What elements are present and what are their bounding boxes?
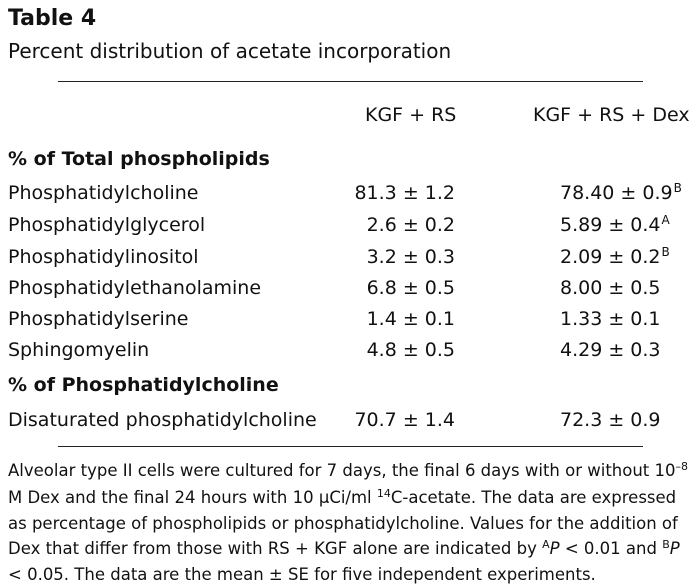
table-label: Table 4 — [8, 6, 97, 31]
table-caption: Percent distribution of acetate incorporation — [8, 39, 452, 63]
section-heading-phosphatidylcholine: % of Phosphatidylcholine — [8, 374, 279, 396]
column-header-kgf-rs-dex: KGF + RS + Dex — [533, 104, 690, 126]
significance-marker: B — [661, 245, 670, 259]
column-header-kgf-rs: KGF + RS — [365, 104, 457, 126]
value-kgf-rs: 1.4 ± 0.1 — [366, 308, 455, 330]
value-kgf-rs-dex: $5.89 \pm 0.4^A$ — [560, 213, 670, 236]
table-row — [0, 213, 700, 243]
table-row — [0, 276, 700, 306]
value-kgf-rs-dex: 72.3 ± 0.9 — [560, 409, 661, 431]
value-kgf-rs-dex: 1.33 ± 0.1 — [560, 308, 661, 330]
row-label: Phosphatidylethanolamine — [8, 277, 262, 299]
row-label: Phosphatidylcholine — [8, 182, 199, 204]
section-heading-total-phospholipids: % of Total phospholipids — [8, 148, 270, 170]
value-kgf-rs: 4.8 ± 0.5 — [366, 339, 455, 361]
table-footnote: Alveolar type II cells were cultured for 7 days, the final 6 days with or without 10$^{-8}$ M Dex and the final 24 hours with 10 µCi/ml $^{14}$C-acetate. The data are expressed as percentage of phospholipids or phosphatidylcholine. Values for the addition of Dex that differ from those with RS + KGF alone are indicated by $^A$P < 0.01 and $^B$P < 0.05. The data are the mean ± SE for five independent experiments. — [8, 460, 689, 584]
table-row — [0, 307, 700, 337]
value-kgf-rs-dex: 8.00 ± 0.5 — [560, 277, 661, 299]
table-row — [0, 408, 700, 438]
value-kgf-rs: 3.2 ± 0.3 — [366, 246, 455, 268]
value-kgf-rs: 2.6 ± 0.2 — [366, 214, 455, 236]
row-label: Phosphatidylserine — [8, 308, 189, 330]
table-row — [0, 245, 700, 275]
value-kgf-rs: 70.7 ± 1.4 — [354, 409, 455, 431]
row-label: Phosphatidylglycerol — [8, 214, 206, 236]
value-kgf-rs: 6.8 ± 0.5 — [366, 277, 455, 299]
row-label: Phosphatidylinositol — [8, 246, 199, 268]
value-kgf-rs-dex: $78.40 \pm 0.9^B$ — [560, 181, 682, 204]
value-kgf-rs: 81.3 ± 1.2 — [354, 182, 455, 204]
bottom-rule — [58, 446, 643, 447]
table-row — [0, 338, 700, 368]
significance-marker: A — [661, 213, 670, 227]
value-kgf-rs-dex: $2.09 \pm 0.2^B$ — [560, 245, 670, 268]
value-kgf-rs-dex: 4.29 ± 0.3 — [560, 339, 661, 361]
significance-marker: B — [673, 181, 682, 195]
row-label: Sphingomyelin — [8, 339, 150, 361]
row-label: Disaturated phosphatidylcholine — [8, 409, 317, 431]
table-row — [0, 181, 700, 211]
top-rule — [58, 81, 643, 82]
